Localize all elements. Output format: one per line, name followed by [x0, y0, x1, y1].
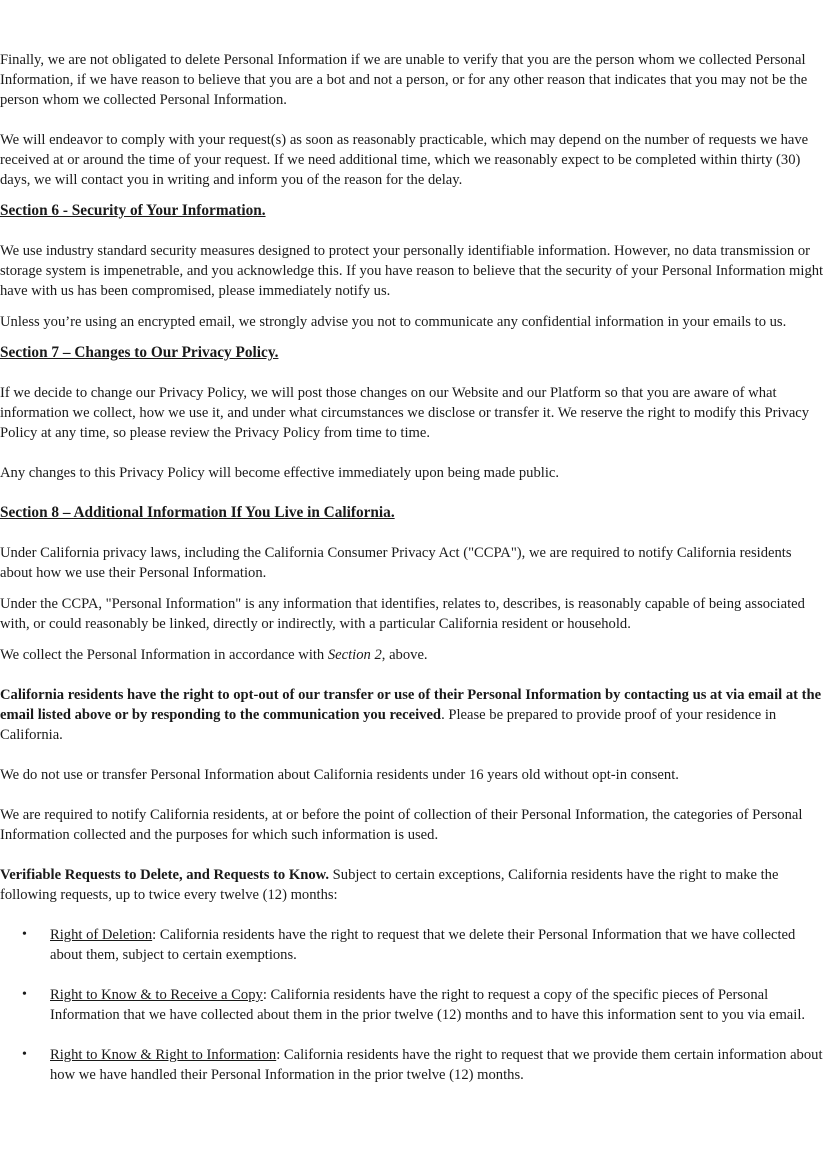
section-8-paragraph-notice-categories: We are required to notify California residents, at or before the point of collection of their Personal Information, the categories of Personal Information collected and the purposes for which such information is used.	[0, 807, 803, 843]
section-8-heading: Section 8 – Additional Information If You Live in California.	[0, 504, 395, 521]
section-2-reference: Section 2	[327, 647, 382, 663]
verifiable-requests-title: Verifiable Requests to Delete, and Requests to Know.	[0, 867, 330, 883]
right-title: Right to Know & Right to Information	[50, 1047, 277, 1063]
section-6-paragraph-encrypted-email: Unless you’re using an encrypted email, we strongly advise you not to communicate any confidential information in your emails to us.	[0, 314, 787, 330]
bullet-icon: •	[22, 927, 27, 942]
list-item-right-of-deletion	[0, 925, 826, 965]
section-8-paragraph-ccpa-notice: Under California privacy laws, including the California Consumer Privacy Act ("CCPA"), we are required to notify California residents about how we use their Personal Information.	[0, 545, 792, 581]
section-8-paragraph-personal-info-definition: Under the CCPA, "Personal Information" is any information that identifies, relates to, describes, is reasonably capable of being associated with, or could reasonably be linked, directly or indirectly, with a particular California resident or household.	[0, 596, 805, 632]
bullet-icon: •	[22, 987, 27, 1002]
section-8-paragraph-verifiable-requests	[0, 865, 826, 905]
section-7-heading: Section 7 – Changes to Our Privacy Policy.	[0, 344, 279, 361]
list-item-right-to-know-information	[0, 1045, 826, 1085]
list-item-right-to-know-copy	[0, 985, 826, 1025]
section-6-heading: Section 6 - Security of Your Information.	[0, 202, 266, 219]
section-6-paragraph-security: We use industry standard security measures designed to protect your personally identifiable information. However, no data transmission or storage system is impenetrable, and you acknowledge this. If you have reason to believe that the security of your Personal Information might have with us has been compromised, please immediately notify us.	[0, 243, 824, 299]
right-description: : California residents have the right to request that we provide them certain information about how we have handled their Personal Information in the prior twelve (12) months.	[50, 1047, 823, 1083]
section-8-paragraph-collection-reference	[0, 645, 826, 665]
opt-out-bold-text: California residents have the right to opt-out of our transfer or use of their Personal Information by contacting us at via email at the email listed above or by responding to the communication you received	[0, 687, 822, 723]
document-page	[0, 50, 826, 1085]
reference-prefix: We collect the Personal Information in accordance with	[0, 647, 328, 663]
right-title: Right of Deletion	[50, 927, 153, 943]
paragraph-request-timing: We will endeavor to comply with your request(s) as soon as reasonably practicable, which may depend on the number of requests we have received at or around the time of your request. If we need additional time, which we reasonably expect to be completed within thirty (30) days, we will contact you in writing and inform you of the reason for the delay.	[0, 132, 809, 188]
opt-out-rest-text: . Please be prepared to provide proof of your residence in California.	[0, 707, 777, 743]
right-title: Right to Know & to Receive a Copy	[50, 987, 263, 1003]
verifiable-requests-text: Subject to certain exceptions, California residents have the right to make the following requests, up to twice every twelve (12) months:	[0, 867, 779, 903]
section-8-paragraph-minors: We do not use or transfer Personal Information about California residents under 16 years old without opt-in consent.	[0, 767, 679, 783]
paragraph-deletion-verification: Finally, we are not obligated to delete Personal Information if we are unable to verify that you are the person whom we collected Personal Information, if we have reason to believe that you are a bot and not a person, or for any other reason that indicates that you may not be the person whom we collected Personal Information.	[0, 52, 808, 108]
reference-suffix: , above.	[381, 647, 428, 663]
section-7-paragraph-effective: Any changes to this Privacy Policy will become effective immediately upon being made public.	[0, 465, 560, 481]
right-description: : California residents have the right to request that we delete their Personal Information that we have collected about them, subject to certain exemptions.	[50, 927, 796, 963]
section-7-paragraph-changes: If we decide to change our Privacy Policy, we will post those changes on our Website and our Platform so that you are aware of what information we collect, how we use it, and under what circumstances we disclose or transfer it. We reserve the right to modify this Privacy Policy at any time, so please review the Privacy Policy from time to time.	[0, 385, 810, 441]
section-8-paragraph-opt-out	[0, 685, 826, 745]
bullet-icon: •	[22, 1047, 27, 1062]
right-description: : California residents have the right to request a copy of the specific pieces of Personal Information that we have collected about them in the prior twelve (12) months and to have this information sent to you via email.	[50, 987, 806, 1023]
california-rights-list	[0, 925, 826, 1085]
